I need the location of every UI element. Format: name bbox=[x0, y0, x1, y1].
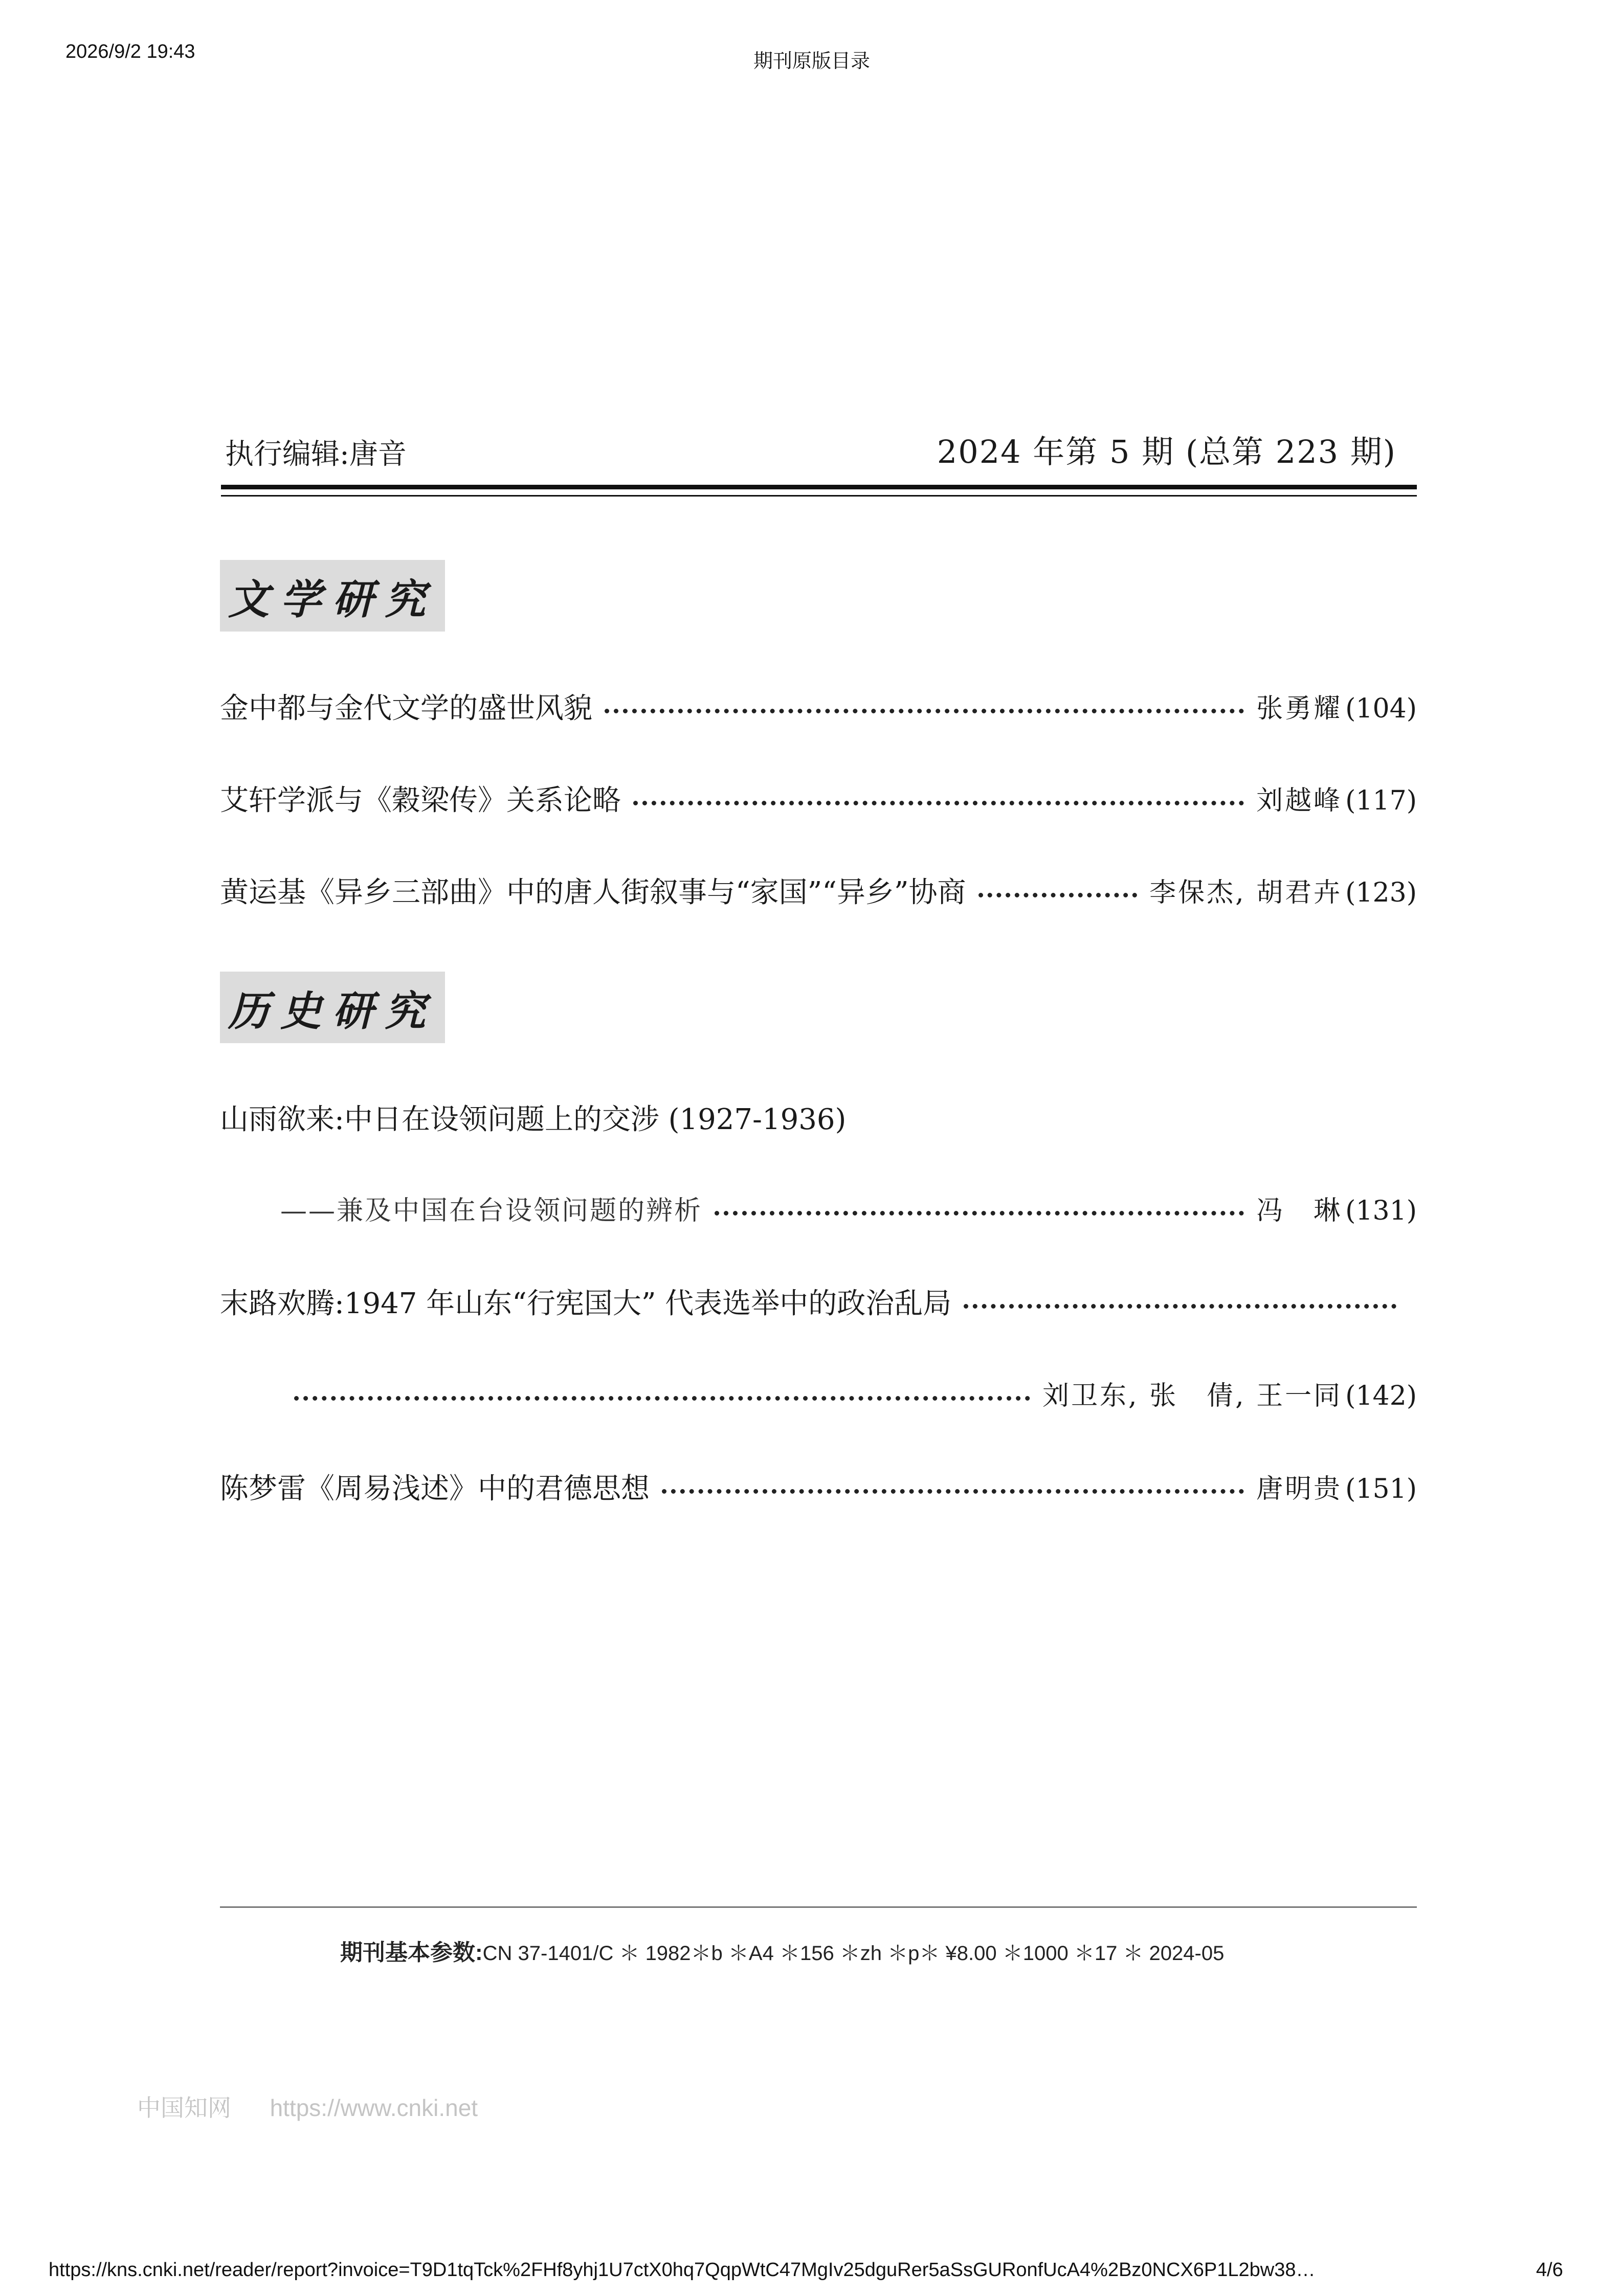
entry-author: 唐明贵 bbox=[1256, 1474, 1343, 1504]
leader-dots bbox=[978, 893, 1138, 897]
toc-entry[interactable] bbox=[220, 694, 1417, 723]
toc-entry[interactable] bbox=[220, 1472, 1417, 1505]
leader-dots bbox=[633, 801, 1244, 805]
entry-author: 刘卫东, 张 倩, 王一同 bbox=[1042, 1381, 1343, 1411]
entry-page: (104) bbox=[1345, 693, 1417, 724]
entry-title[interactable]: 黄运基《异乡三部曲》中的唐人街叙事与“家国”“异乡”协商 bbox=[220, 876, 966, 909]
toc-entry[interactable] bbox=[220, 1103, 1417, 1136]
entry-subtitle[interactable]: ——兼及中国在台设领问题的辨析 bbox=[280, 1196, 703, 1226]
params-divider bbox=[220, 1906, 1417, 1908]
entry-author: 冯 琳 bbox=[1256, 1196, 1343, 1226]
entry-page: (151) bbox=[1345, 1474, 1417, 1504]
executive-editor: 执行编辑:唐音 bbox=[225, 438, 407, 471]
entry-page: (123) bbox=[1345, 877, 1417, 908]
entry-title[interactable]: 末路欢腾:1947 年山东“行宪国大” 代表选举中的政治乱局 bbox=[220, 1287, 952, 1320]
toc-entry-continuation[interactable] bbox=[280, 1198, 1417, 1224]
watermark-brand: 中国知网 bbox=[137, 2095, 231, 2121]
entry-author: 刘越峰 bbox=[1256, 785, 1343, 816]
print-page-title: 期刊原版目录 bbox=[753, 51, 871, 72]
leader-dots bbox=[605, 709, 1244, 713]
leader-dots bbox=[715, 1211, 1244, 1215]
leader-dots bbox=[662, 1489, 1244, 1494]
journal-params bbox=[340, 1934, 1224, 1967]
params-label: 期刊基本参数: bbox=[340, 1940, 483, 1965]
entry-author: 李保杰, 胡君卉 bbox=[1149, 877, 1343, 908]
section-heading-history: 历史研究 bbox=[220, 972, 445, 1043]
watermark-url: https://www.cnki.net bbox=[270, 2095, 478, 2121]
params-value: CN 37-1401/C ＊ 1982＊b ＊A4 ＊156 ＊zh ＊p＊ ¥8.00 ＊1000 ＊17 ＊ 2024-05 bbox=[482, 1942, 1225, 1965]
print-page-indicator: 4/6 bbox=[1536, 2259, 1563, 2281]
issue-info: 2024 年第 5 期 (总第 223 期) bbox=[937, 433, 1396, 470]
toc-entry[interactable] bbox=[220, 786, 1417, 815]
entry-title[interactable]: 艾轩学派与《穀梁传》关系论略 bbox=[220, 784, 621, 817]
entry-title[interactable]: 陈梦雷《周易浅述》中的君德思想 bbox=[220, 1472, 650, 1505]
toc-entry[interactable] bbox=[220, 1287, 1417, 1320]
entry-title[interactable]: 山雨欲来:中日在设领问题上的交涉 (1927-1936) bbox=[220, 1103, 847, 1136]
toc-entry[interactable] bbox=[220, 876, 1417, 909]
watermark bbox=[137, 2089, 478, 2123]
section-heading-literature: 文学研究 bbox=[220, 560, 445, 632]
entry-page: (117) bbox=[1345, 785, 1417, 816]
toc-entry-continuation[interactable] bbox=[294, 1383, 1417, 1409]
entry-page: (142) bbox=[1345, 1381, 1417, 1411]
entry-title[interactable]: 金中都与金代文学的盛世风貌 bbox=[220, 692, 592, 725]
header-rule-thick bbox=[221, 485, 1417, 489]
entry-page: (131) bbox=[1345, 1196, 1417, 1226]
leader-dots bbox=[964, 1304, 1396, 1309]
entry-author: 张勇耀 bbox=[1256, 693, 1343, 724]
leader-dots bbox=[294, 1396, 1030, 1401]
header-rule-thin bbox=[221, 495, 1417, 497]
print-footer-url: https://kns.cnki.net/reader/report?invoice=T9D1tqTck%2FHf8yhj1U7ctX0hq7QqpWtC47MgIv25dguRer5aSsGURonfUcA4%2Bz0NCX6P1L2bw38… bbox=[49, 2259, 1316, 2281]
print-datetime: 2026/9/2 19:43 bbox=[65, 41, 195, 62]
